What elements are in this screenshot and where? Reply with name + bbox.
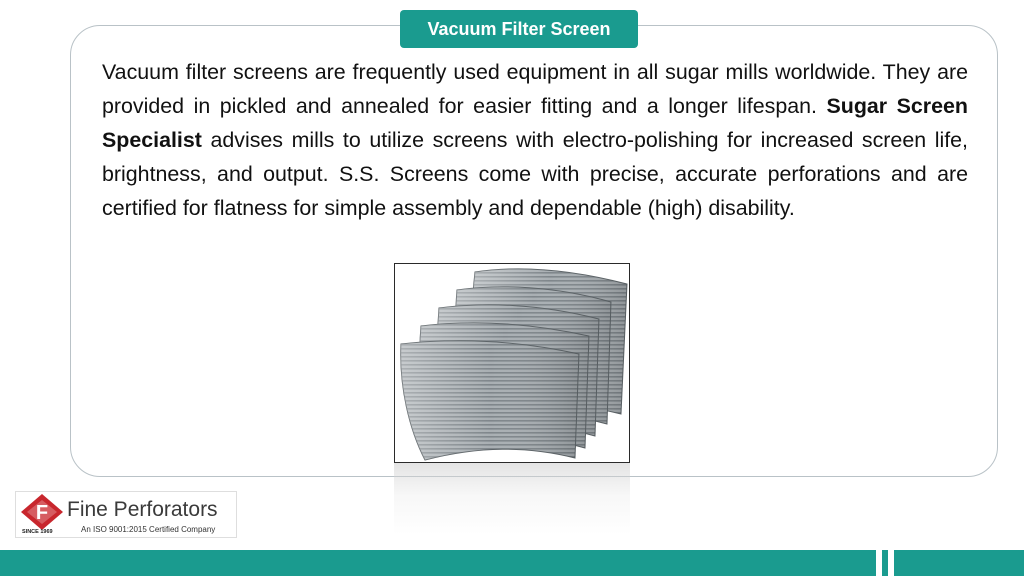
footer-divider	[888, 550, 894, 576]
company-logo	[15, 491, 237, 538]
description-paragraph	[102, 55, 968, 225]
logo-since: SINCE 1969	[22, 529, 53, 535]
footer-divider	[876, 550, 882, 576]
footer-bar	[0, 550, 1024, 576]
logo-name: Fine Perforators	[67, 498, 218, 521]
slide-title: Vacuum Filter Screen	[400, 10, 638, 48]
screen-sheet	[401, 341, 579, 460]
fine-perforators-logo-icon	[21, 494, 63, 530]
product-image	[394, 263, 630, 463]
logo-mark-letter: F	[35, 502, 49, 524]
description-highlight: Sugar Screen Specialist	[102, 94, 968, 152]
description-text-part2: advises mills to utilize screens with electro-polishing for increased screen life, brightness, and output. S.S. Screens come with precise, accurate perforations and are certified for flatness for simple assembly and dependable (high) disability.	[102, 128, 968, 220]
logo-tagline: An ISO 9001:2015 Certified Company	[81, 525, 216, 534]
curved-metal-screens-image	[395, 264, 629, 462]
image-reflection	[394, 463, 630, 535]
description-text-part1: Vacuum filter screens are frequently used equipment in all sugar mills worldwide. They are provided in pickled and annealed for easier fitting and a longer lifespan.	[102, 60, 968, 118]
